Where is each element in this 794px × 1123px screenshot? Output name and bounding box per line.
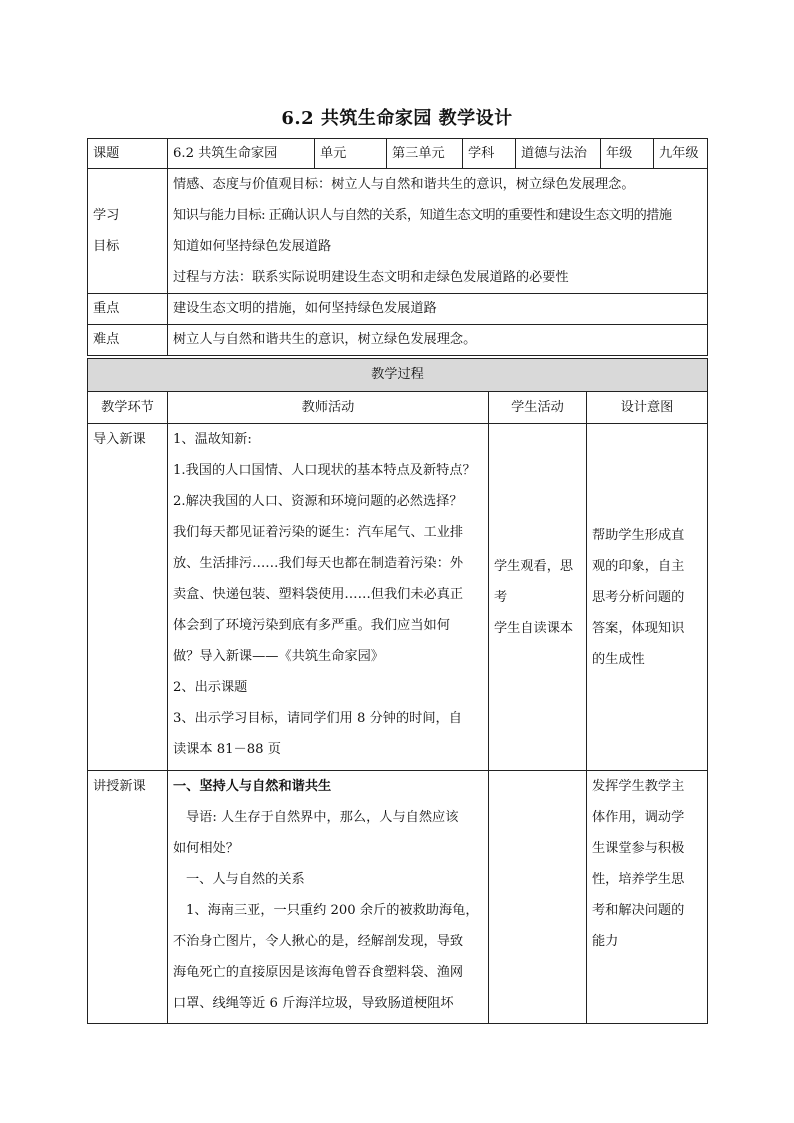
objectives-label-text: 学习目标	[93, 208, 120, 254]
key-point-value: 建设生态文明的措施，如何坚持绿色发展道路	[168, 294, 708, 325]
lesson-plan-table	[87, 138, 708, 356]
column-header-student: 学生活动	[489, 392, 587, 424]
unit-value: 第三单元	[387, 139, 463, 169]
teacher-line: 如何相处？	[173, 841, 239, 856]
teacher-line: 不治身亡图片，令人揪心的是，经解剖发现，导致	[173, 934, 464, 949]
objective-line: 知道如何坚持绿色发展道路	[173, 239, 332, 254]
teacher-line: 导语: 人生存于自然界中，那么，人与自然应该	[186, 810, 459, 825]
teacher-line: 2.解决我国的人口、资源和环境问题的必然选择？	[173, 494, 463, 509]
objective-line: 情感、态度与价值观目标：树立人与自然和谐共生的意识，树立绿色发展理念。	[173, 177, 635, 192]
objectives-content	[168, 169, 708, 294]
teacher-line: 口罩、线绳等近 6 斤海洋垃圾，导致肠道梗阻坏	[173, 996, 454, 1011]
unit-label: 单元	[315, 139, 387, 169]
process-table	[87, 358, 708, 1024]
student-line: 学生观看，思	[494, 558, 574, 574]
page-title: 6.2 共筑生命家园 教学设计	[281, 108, 513, 129]
grade-value: 九年级	[654, 139, 708, 169]
key-point-label: 重点	[88, 294, 168, 325]
column-header-stage: 教学环节	[88, 392, 168, 424]
difficulty-value: 树立人与自然和谐共生的意识，树立绿色发展理念。	[168, 325, 708, 356]
key-point-row	[88, 294, 708, 325]
stage-cell: 讲授新课	[88, 771, 168, 1024]
student-line: 学生自读课本	[494, 620, 574, 636]
teacher-line: 2、出示课题	[173, 680, 248, 695]
columns-row	[88, 392, 708, 424]
column-header-teacher: 教师活动	[168, 392, 489, 424]
process-header-row	[88, 359, 708, 392]
teacher-line: 1、海南三亚，一只重约 200 余斤的被救助海龟，	[186, 903, 479, 918]
table-row	[88, 424, 708, 771]
teacher-line: 放、生活排污……我们每天也都在制造着污染：外	[173, 556, 464, 571]
objective-line: 过程与方法：联系实际说明建设生态文明和走绿色发展道路的必要性	[173, 270, 569, 285]
stage-cell: 导入新课	[88, 424, 168, 771]
objective-line: 知识与能力目标: 正确认识人与自然的关系，知道生态文明的重要性和建设生态文明的措施	[173, 208, 672, 223]
intent-line: 观的印象，自主	[592, 558, 685, 574]
course-value: 6.2 共筑生命家园	[168, 139, 315, 169]
intent-line: 体作用，调动学	[592, 810, 685, 825]
course-label: 课题	[88, 139, 168, 169]
intent-cell	[587, 771, 708, 1024]
student-activity-cell	[489, 424, 587, 771]
intent-cell	[587, 424, 708, 771]
intent-line: 发挥学生教学主	[592, 779, 685, 794]
grade-label: 年级	[601, 139, 654, 169]
intent-line: 生课堂参与积极	[592, 841, 685, 856]
teacher-line: 卖盒、快递包装、塑料袋使用……但我们未必真正	[173, 587, 464, 602]
intent-line: 答案，体现知识	[592, 620, 685, 636]
difficulty-label: 难点	[88, 325, 168, 356]
teacher-activity-cell	[168, 424, 489, 771]
intent-line: 思考分析问题的	[592, 589, 685, 605]
intent-line: 性，培养学生思	[592, 872, 685, 887]
teacher-line: 一、人与自然的关系	[186, 872, 305, 887]
subject-label: 学科	[463, 139, 516, 169]
intent-line: 的生成性	[592, 651, 645, 667]
objectives-label	[88, 169, 168, 294]
meta-row	[88, 139, 708, 169]
table-row	[88, 771, 708, 1024]
intent-line: 能力	[592, 934, 619, 949]
student-line: 考	[494, 589, 508, 605]
objectives-row	[88, 169, 708, 294]
teacher-line: 海龟死亡的直接原因是该海龟曾吞食塑料袋、渔网	[173, 965, 464, 980]
student-activity-cell	[489, 771, 587, 1024]
teacher-line: 我们每天都见证着污染的诞生：汽车尾气、工业排	[173, 525, 464, 540]
teacher-line: 1、温故知新:	[173, 432, 252, 447]
teacher-line: 读课本 81－88 页	[173, 742, 281, 757]
teacher-line: 3、出示学习目标，请同学们用 8 分钟的时间，自	[173, 711, 462, 726]
teacher-heading: 一、坚持人与自然和谐共生	[173, 779, 332, 794]
teacher-activity-cell	[168, 771, 489, 1024]
intent-line: 帮助学生形成直	[592, 527, 685, 543]
process-header: 教学过程	[88, 359, 708, 392]
teacher-line: 做？导入新课——《共筑生命家园》	[173, 649, 384, 664]
teacher-line: 体会到了环境污染到底有多严重。我们应当如何	[173, 618, 450, 633]
teacher-line: 1.我国的人口国情、人口现状的基本特点及新特点？	[173, 463, 476, 478]
difficulty-row	[88, 325, 708, 356]
column-header-intent: 设计意图	[587, 392, 708, 424]
subject-value: 道德与法治	[516, 139, 601, 169]
intent-line: 考和解决问题的	[592, 903, 685, 918]
